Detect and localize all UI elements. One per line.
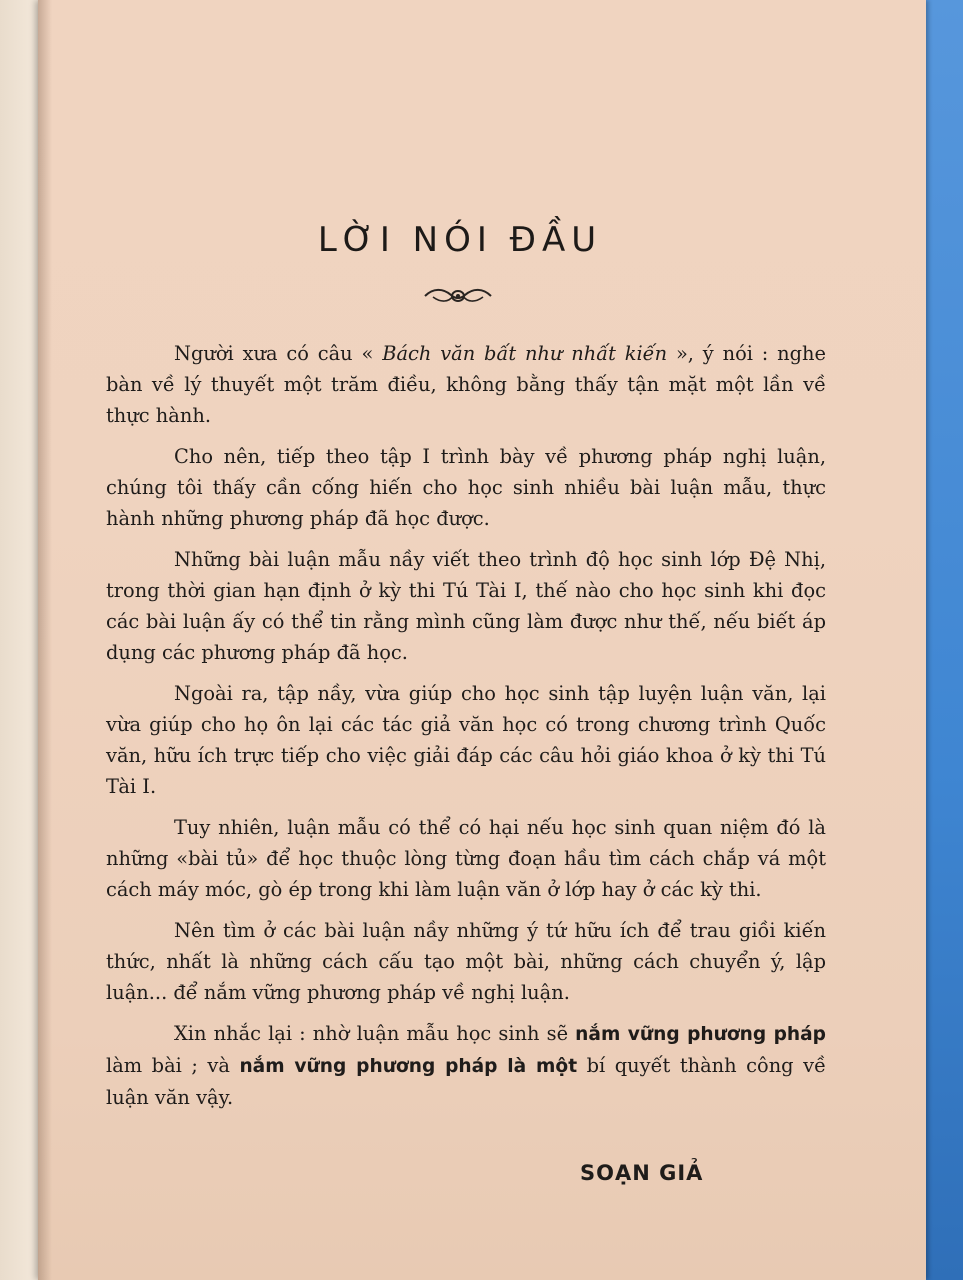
paragraph-7-part-3: bí quyết thành công về luận văn vậy. xyxy=(106,1054,826,1109)
paragraph-1-before: Người xưa có câu « xyxy=(174,342,383,365)
paragraph-1-quote: Bách văn bất như nhất kiến xyxy=(382,342,668,365)
paragraph-3: Những bài luận mẫu nầy viết theo trình độ học sinh lớp Đệ Nhị, trong thời gian hạn định ở kỳ thi Tú Tài I, thế nào cho học sinh khi đọc các bài luận ấy có thể tin rằng mình cũng làm được như thế, nếu biết áp dụng các phương pháp đã học. xyxy=(106,548,826,664)
paragraph-7-bold-1: nắm vững phương pháp xyxy=(575,1024,826,1045)
body-text xyxy=(106,338,826,1123)
paragraph-6: Nên tìm ở các bài luận nầy những ý tứ hữu ích để trau giồi kiến thức, nhất là những cách cấu tạo một bài, những cách chuyển ý, lập luận... để nắm vững phương pháp về nghị luận. xyxy=(106,919,826,1004)
paragraph-1-after: », ý nói : nghe bàn về lý thuyết một trăm điều, không bằng thấy tận mặt một lần về thực hành. xyxy=(106,342,827,427)
ornament-divider-icon xyxy=(423,284,493,306)
paragraph-1 xyxy=(106,338,826,431)
paragraph-7-part-2: làm bài ; và xyxy=(106,1054,240,1077)
page-spine-shadow xyxy=(38,0,52,1280)
paragraph-2: Cho nên, tiếp theo tập I trình bày về phương pháp nghị luận, chúng tôi thấy cần cống hiến cho học sinh nhiều bài luận mẫu, thực hành những phương pháp đã học được. xyxy=(106,445,826,530)
paragraph-7 xyxy=(106,1018,826,1113)
paragraph-7-part-1: Xin nhắc lại : nhờ luận mẫu học sinh sẽ xyxy=(174,1022,576,1045)
paragraph-5: Tuy nhiên, luận mẫu có thể có hại nếu học sinh quan niệm đó là những «bài tủ» để học thuộc lòng từng đoạn hầu tìm cách chắp vá một cách máy móc, gò ép trong khi làm luận văn ở lớp hay ở các kỳ thi. xyxy=(106,816,826,901)
page-title: LỜI NÓI ĐẦU xyxy=(317,220,603,260)
paragraph-7-bold-2: nắm vững phương pháp là một xyxy=(239,1056,578,1077)
author-signature: SOẠN GIẢ xyxy=(580,1161,704,1185)
paragraph-4: Ngoài ra, tập nầy, vừa giúp cho học sinh tập luyện luận văn, lại vừa giúp cho họ ôn lại các tác giả văn học có trong chương trình Quốc văn, hữu ích trực tiếp cho việc giải đáp các câu hỏi giáo khoa ở kỳ thi Tú Tài I. xyxy=(106,682,826,798)
